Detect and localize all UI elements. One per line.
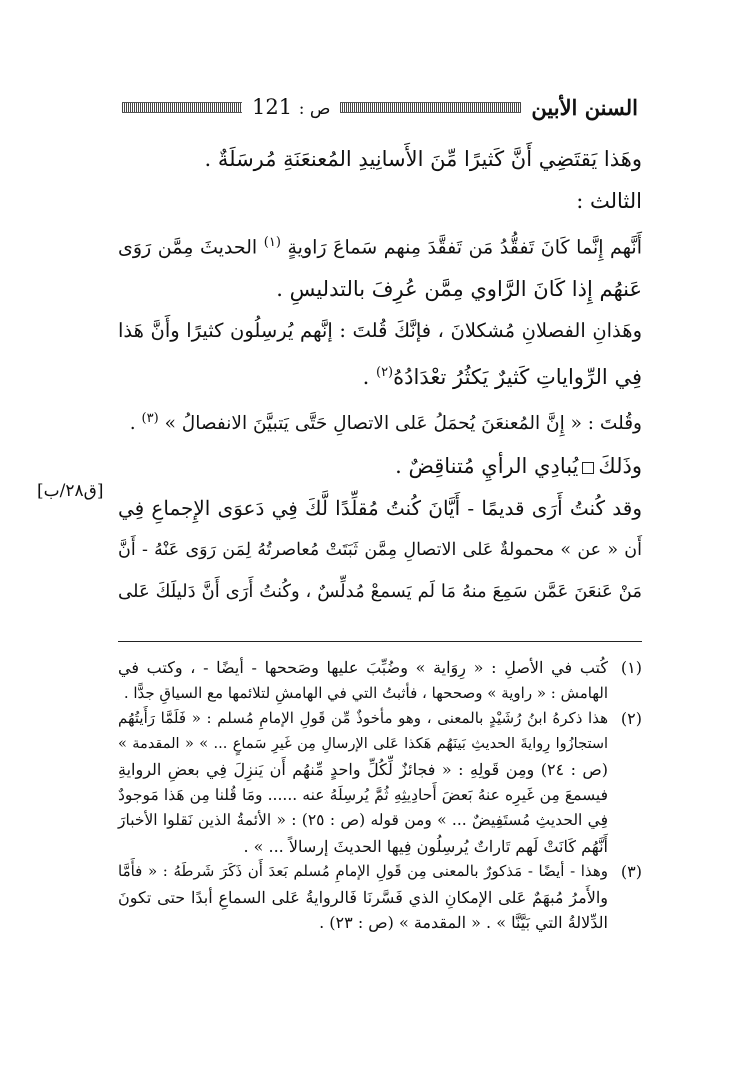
footnote-line: كُتب في الأصلِ : « رِوَاية » وضُبِّبَ عليها وصَححها - أيضًا - ، وكتب في bbox=[118, 658, 608, 677]
text-segment: أَنَّهم إِنَّما كَانَ تَفقُّدُ مَن تَفقَّدَ مِنهم سَماعَ رَاويةٍ bbox=[287, 236, 643, 259]
text-line: وهَذا يَقتَضِي أَنَّ كَثيرًا مِّنَ الأَسانِيدِ المُعنعَنَةِ مُرسَلَةٌ . bbox=[204, 147, 642, 171]
text-segment: . bbox=[129, 413, 142, 435]
footnote bbox=[118, 655, 642, 706]
text-line: وهَذانِ الفصلانِ مُشكلانَ ، فإنَّكَ قُلتَ : إنَّهم يُرسِلُون كثيرًا وأَنَّ هَذا bbox=[118, 319, 642, 343]
page-number bbox=[246, 95, 336, 119]
text-line: عَنهُم إِذا كَانَ الرَّاوي مِمَّن عُرِفَ بالتدليسِ . bbox=[276, 277, 642, 302]
footnote-line: فيسمعَ مِن غَيرِه عنهُ بَعضَ أَحادِيثِهِ ثُمَّ يُرسِلَهُ عنه ...... ومَا قُلنا مِن هَذا مَوجودٌ bbox=[118, 785, 608, 804]
text-segment: وذَلكَ bbox=[598, 454, 642, 479]
text-segment: فِي الرِّواياتِ كَثيرٌ يَكثُرُ تعْدَادُهُ bbox=[393, 365, 642, 390]
header-ornament-rule bbox=[340, 102, 521, 113]
folio-marker-icon bbox=[582, 462, 594, 474]
footnote-number: (١) bbox=[620, 658, 642, 677]
text-line bbox=[118, 398, 642, 445]
text-line bbox=[118, 222, 642, 268]
section-heading: الثالث : bbox=[576, 189, 642, 213]
footnotes bbox=[118, 655, 642, 936]
footnote-line: أَنَّهُم كَانَتْ لَهم تَاراتٌ يُرسِلُون فِيها الحديثَ إرسالاً ... » . bbox=[243, 836, 608, 856]
book-title: السنن الأبين bbox=[531, 94, 638, 120]
footnote-number: (٢) bbox=[620, 709, 642, 728]
footnote-ref: (٢) bbox=[375, 365, 394, 381]
text-line bbox=[118, 445, 642, 487]
text-line: أَن « عن » محمولةٌ عَلى الاتصالِ مِمَّن ثَبَتَتْ مُعاصرتُهُ لِمَن رَوَى عَنْهُ - أَنَّ bbox=[118, 540, 642, 561]
footnote-line: فِي الحديثِ مُستَفِيضٌ ... » ومن قوله (ص : ٢٥) : « الأئمةُ الذين نَقلوا الأخبارَ bbox=[118, 811, 608, 829]
footnote bbox=[118, 706, 642, 859]
page-number-value: 121 bbox=[252, 95, 293, 119]
page-label: ص : bbox=[298, 99, 331, 119]
footnote-line: والأَمرُ مُبهَمٌ عَلى الإمكانِ الذي فَسَّرنَا فَالروايةُ عَلى السماعِ أبدًا حتى تكونَ bbox=[118, 887, 608, 907]
header-ornament-rule-left bbox=[122, 102, 242, 113]
text-line: وقد كُنتُ أَرَى قديمًا - أَيَّانَ كُنتُ مُقلِّدًا لَّكَ فِي دَعوَى الإِجماعِ فِي bbox=[118, 496, 642, 521]
footnote-line: هذا ذكرهُ ابنُ رُشَيْدٍ بالمعنى ، وهو مأخوذٌ مِّن قَولِ الإمامِ مُسلم : « فَلَمَّا رَأَيتُهُم bbox=[118, 709, 608, 727]
footnote-line: (ص : ٢٤) ومِن قَولِهِ : « فجائزٌ لِّكُلِّ واحدٍ مِّنهُم أَن يَنزِلَ فِي بعضِ الروايةِ bbox=[118, 760, 608, 779]
footnote bbox=[118, 859, 642, 936]
footnote-ref: (١) bbox=[263, 235, 281, 250]
footnote-line: الدِّلالةُ التي بَيَّنَّا » . « المقدمة » (ص : ٢٣) . bbox=[319, 913, 608, 932]
running-header bbox=[118, 94, 638, 120]
footnote-line: استجازُوا رِوايةَ الحديثِ بَينَهُم هَكذا عَلى الإرسالِ مِن غَيرِ سَماعٍ ... » « المقدمة » bbox=[118, 735, 608, 752]
text-line: مَنْ عَنعَنَ عَمَّن سَمِعَ منهُ مَا لَم يَسمعْ مُدلِّسٌ ، وكُنتُ أَرَى أَنَّ دَليلَكَ عَلى bbox=[118, 581, 642, 603]
text-segment: . bbox=[362, 365, 376, 390]
footnote-ref: (٣) bbox=[141, 411, 159, 427]
text-segment: يُبادِي الرأيِ مُتناقِضٌ . bbox=[395, 454, 579, 479]
manuscript-folio-note: [ق٢٨/ب] bbox=[37, 481, 104, 501]
footnote-line: وهذا - أيضًا - مَذكورٌ بالمعنى مِن قَولِ الإمامِ مُسلم بَعدَ أَن ذَكَرَ شَرطَهُ : « فأَمَّا bbox=[118, 862, 608, 880]
main-text bbox=[118, 138, 642, 613]
footnote-number: (٣) bbox=[620, 862, 642, 881]
text-segment: الحديثَ مِمَّن رَوَى bbox=[118, 236, 258, 259]
footnote-separator bbox=[118, 641, 642, 642]
text-segment: وقُلتَ : « إِنَّ المُعنعَنَ يُحمَلُ عَلى الاتصالِ حَتَّى يَتبيَّنَ الانفصالُ » bbox=[164, 413, 642, 435]
footnote-line: الهامش : « راوية » وصححها ، فأثبتُ التي في الهامشِ لتلائمها مع السياقِ جدًّا . bbox=[123, 683, 608, 702]
text-line bbox=[118, 352, 642, 398]
